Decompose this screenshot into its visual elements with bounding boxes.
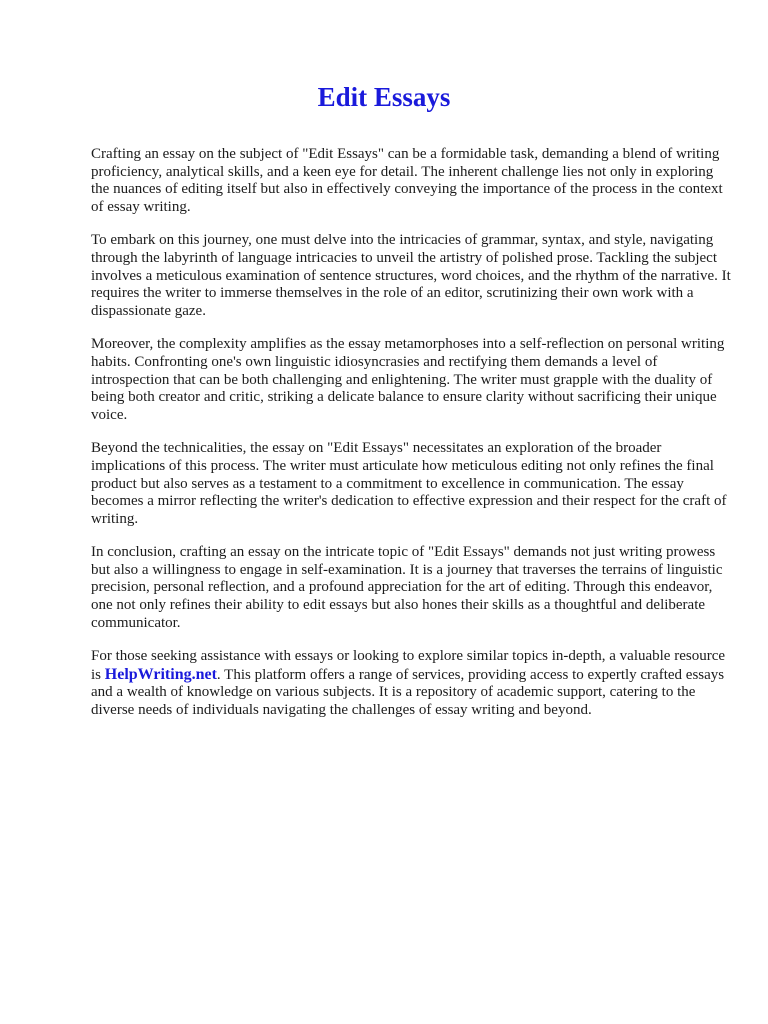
closing-text-before-link: For those seeking assistance with essays or looking to explore similar topics in-depth, a valuable resource is bbox=[91, 648, 726, 683]
closing-text-after-link: . This platform offers a range of services, providing access to expertly crafted essays and a wealth of knowledge on various subjects. It is a repository of academic support, catering to the diverse needs of individuals navigating the challenges of essay writing and beyond. bbox=[91, 666, 725, 719]
paragraph-1: Crafting an essay on the subject of "Edit Essays" can be a formidable task, demanding a blend of writing proficiency, analytical skills, and a keen eye for detail. The inherent challenge lies not only in exploring the nuances of editing itself but also in effectively conveying the importance of the process in the context of essay writing. bbox=[91, 146, 723, 215]
paragraph-4: Beyond the technicalities, the essay on "Edit Essays" necessitates an exploration of the broader implications of this process. The writer must articulate how meticulous editing not only refines the final product but also serves as a testament to a commitment to excellence in communication. The essay becomes a mirror reflecting the writer's dedication to effective expression and their respect for the craft of writing. bbox=[91, 440, 727, 527]
paragraph-3: Moreover, the complexity amplifies as the essay metamorphoses into a self-reflection on personal writing habits. Confronting one's own linguistic idiosyncrasies and rectifying them demands a level of introspection that can be both challenging and enlightening. The writer must grapple with the duality of being both creator and critic, striking a delicate balance to ensure clarity without sacrificing their unique voice. bbox=[91, 336, 725, 423]
closing-paragraph bbox=[91, 648, 731, 719]
helpwriting-link[interactable]: HelpWriting.net bbox=[104, 665, 217, 683]
paragraph-2: To embark on this journey, one must delve into the intricacies of grammar, syntax, and style, navigating through the labyrinth of language intricacies to unveil the artistry of polished prose. Tackling the subject involves a meticulous examination of sentence structures, word choices, and the rhythm of the narrative. It requires the writer to immerse themselves in the role of an editor, scrutinizing their own work with a dispassionate gaze. bbox=[91, 232, 731, 319]
paragraph-5: In conclusion, crafting an essay on the intricate topic of "Edit Essays" demands not just writing prowess but also a willingness to engage in self-examination. It is a journey that traverses the terrains of linguistic precision, personal reflection, and a profound appreciation for the art of editing. Through this endeavor, one not only refines their ability to edit essays but also hones their skills as a thoughtful and deliberate communicator. bbox=[91, 544, 723, 631]
document-title: Edit Essays bbox=[317, 82, 451, 112]
document-body bbox=[91, 146, 731, 736]
